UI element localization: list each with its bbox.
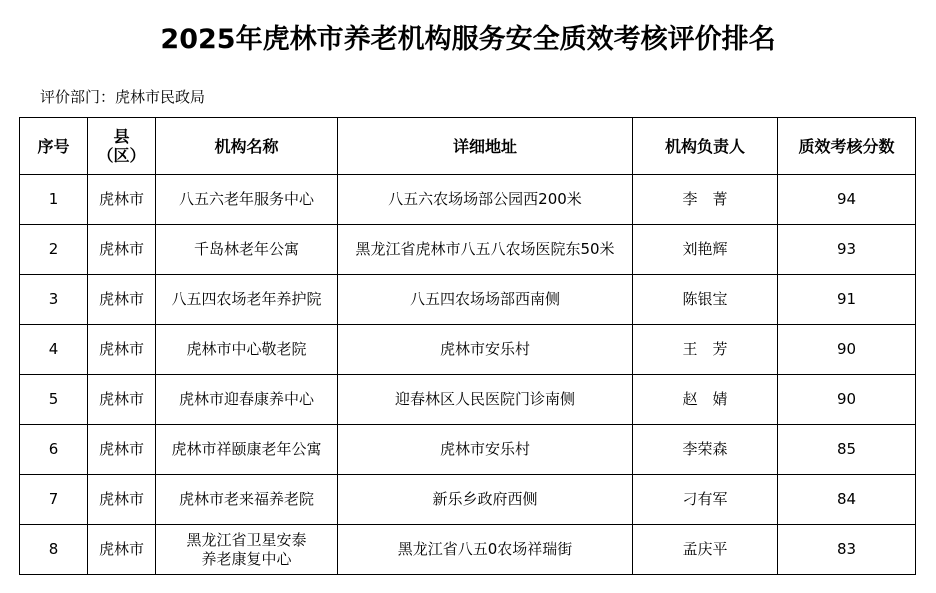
cell-address: 八五六农场场部公园西200米 xyxy=(338,175,633,225)
header-county xyxy=(88,118,156,175)
header-county-line-1: 县 xyxy=(113,127,130,146)
cell-address: 八五四农场场部西南侧 xyxy=(338,275,633,325)
cell-no: 1 xyxy=(20,175,88,225)
cell-score: 91 xyxy=(778,275,916,325)
cell-no: 2 xyxy=(20,225,88,275)
cell-name: 八五四农场老年养护院 xyxy=(156,275,338,325)
cell-name: 虎林市中心敬老院 xyxy=(156,325,338,375)
cell-head: 刁有军 xyxy=(633,475,778,525)
cell-name: 八五六老年服务中心 xyxy=(156,175,338,225)
cell-score: 93 xyxy=(778,225,916,275)
cell-county: 虎林市 xyxy=(88,325,156,375)
header-name: 机构名称 xyxy=(156,118,338,175)
cell-no: 7 xyxy=(20,475,88,525)
ranking-table xyxy=(19,117,916,575)
cell-county: 虎林市 xyxy=(88,175,156,225)
header-no: 序号 xyxy=(20,118,88,175)
table-row xyxy=(20,525,916,575)
cell-score: 84 xyxy=(778,475,916,525)
cell-address: 虎林市安乐村 xyxy=(338,425,633,475)
header-head: 机构负责人 xyxy=(633,118,778,175)
cell-score: 90 xyxy=(778,325,916,375)
page-title: 2025年虎林市养老机构服务安全质效考核评价排名 xyxy=(160,24,776,55)
table-row xyxy=(20,425,916,475)
cell-name: 千岛林老年公寓 xyxy=(156,225,338,275)
cell-address: 黑龙江省虎林市八五八农场医院东50米 xyxy=(338,225,633,275)
cell-name: 虎林市迎春康养中心 xyxy=(156,375,338,425)
cell-name: 虎林市祥颐康老年公寓 xyxy=(156,425,338,475)
header-score: 质效考核分数 xyxy=(778,118,916,175)
cell-name-line-1: 黑龙江省卫星安泰 xyxy=(186,530,307,549)
cell-no: 3 xyxy=(20,275,88,325)
table-row xyxy=(20,325,916,375)
cell-score: 90 xyxy=(778,375,916,425)
cell-address: 迎春林区人民医院门诊南侧 xyxy=(338,375,633,425)
cell-address: 新乐乡政府西侧 xyxy=(338,475,633,525)
cell-score: 85 xyxy=(778,425,916,475)
cell-head: 王 芳 xyxy=(633,325,778,375)
table-header-row xyxy=(20,118,916,175)
evaluation-department: 评价部门：虎林市民政局 xyxy=(40,88,206,106)
cell-no: 6 xyxy=(20,425,88,475)
table-row xyxy=(20,275,916,325)
cell-head: 赵 婧 xyxy=(633,375,778,425)
cell-address: 虎林市安乐村 xyxy=(338,325,633,375)
cell-score: 94 xyxy=(778,175,916,225)
cell-head: 刘艳辉 xyxy=(633,225,778,275)
cell-no: 5 xyxy=(20,375,88,425)
cell-county: 虎林市 xyxy=(88,275,156,325)
cell-address: 黑龙江省八五0农场祥瑞街 xyxy=(338,525,633,575)
cell-score: 83 xyxy=(778,525,916,575)
cell-name-line-2: 养老康复中心 xyxy=(201,549,292,568)
cell-county: 虎林市 xyxy=(88,375,156,425)
table-row xyxy=(20,375,916,425)
table-row xyxy=(20,175,916,225)
table-row xyxy=(20,225,916,275)
header-address: 详细地址 xyxy=(338,118,633,175)
cell-county: 虎林市 xyxy=(88,525,156,575)
cell-no: 4 xyxy=(20,325,88,375)
cell-head: 李 菁 xyxy=(633,175,778,225)
cell-head: 孟庆平 xyxy=(633,525,778,575)
cell-name: 虎林市老来福养老院 xyxy=(156,475,338,525)
cell-name xyxy=(156,525,338,575)
cell-head: 李荣森 xyxy=(633,425,778,475)
cell-county: 虎林市 xyxy=(88,425,156,475)
table-row xyxy=(20,475,916,525)
header-county-line-2: （区） xyxy=(97,146,146,165)
cell-no: 8 xyxy=(20,525,88,575)
cell-county: 虎林市 xyxy=(88,475,156,525)
cell-county: 虎林市 xyxy=(88,225,156,275)
cell-head: 陈银宝 xyxy=(633,275,778,325)
